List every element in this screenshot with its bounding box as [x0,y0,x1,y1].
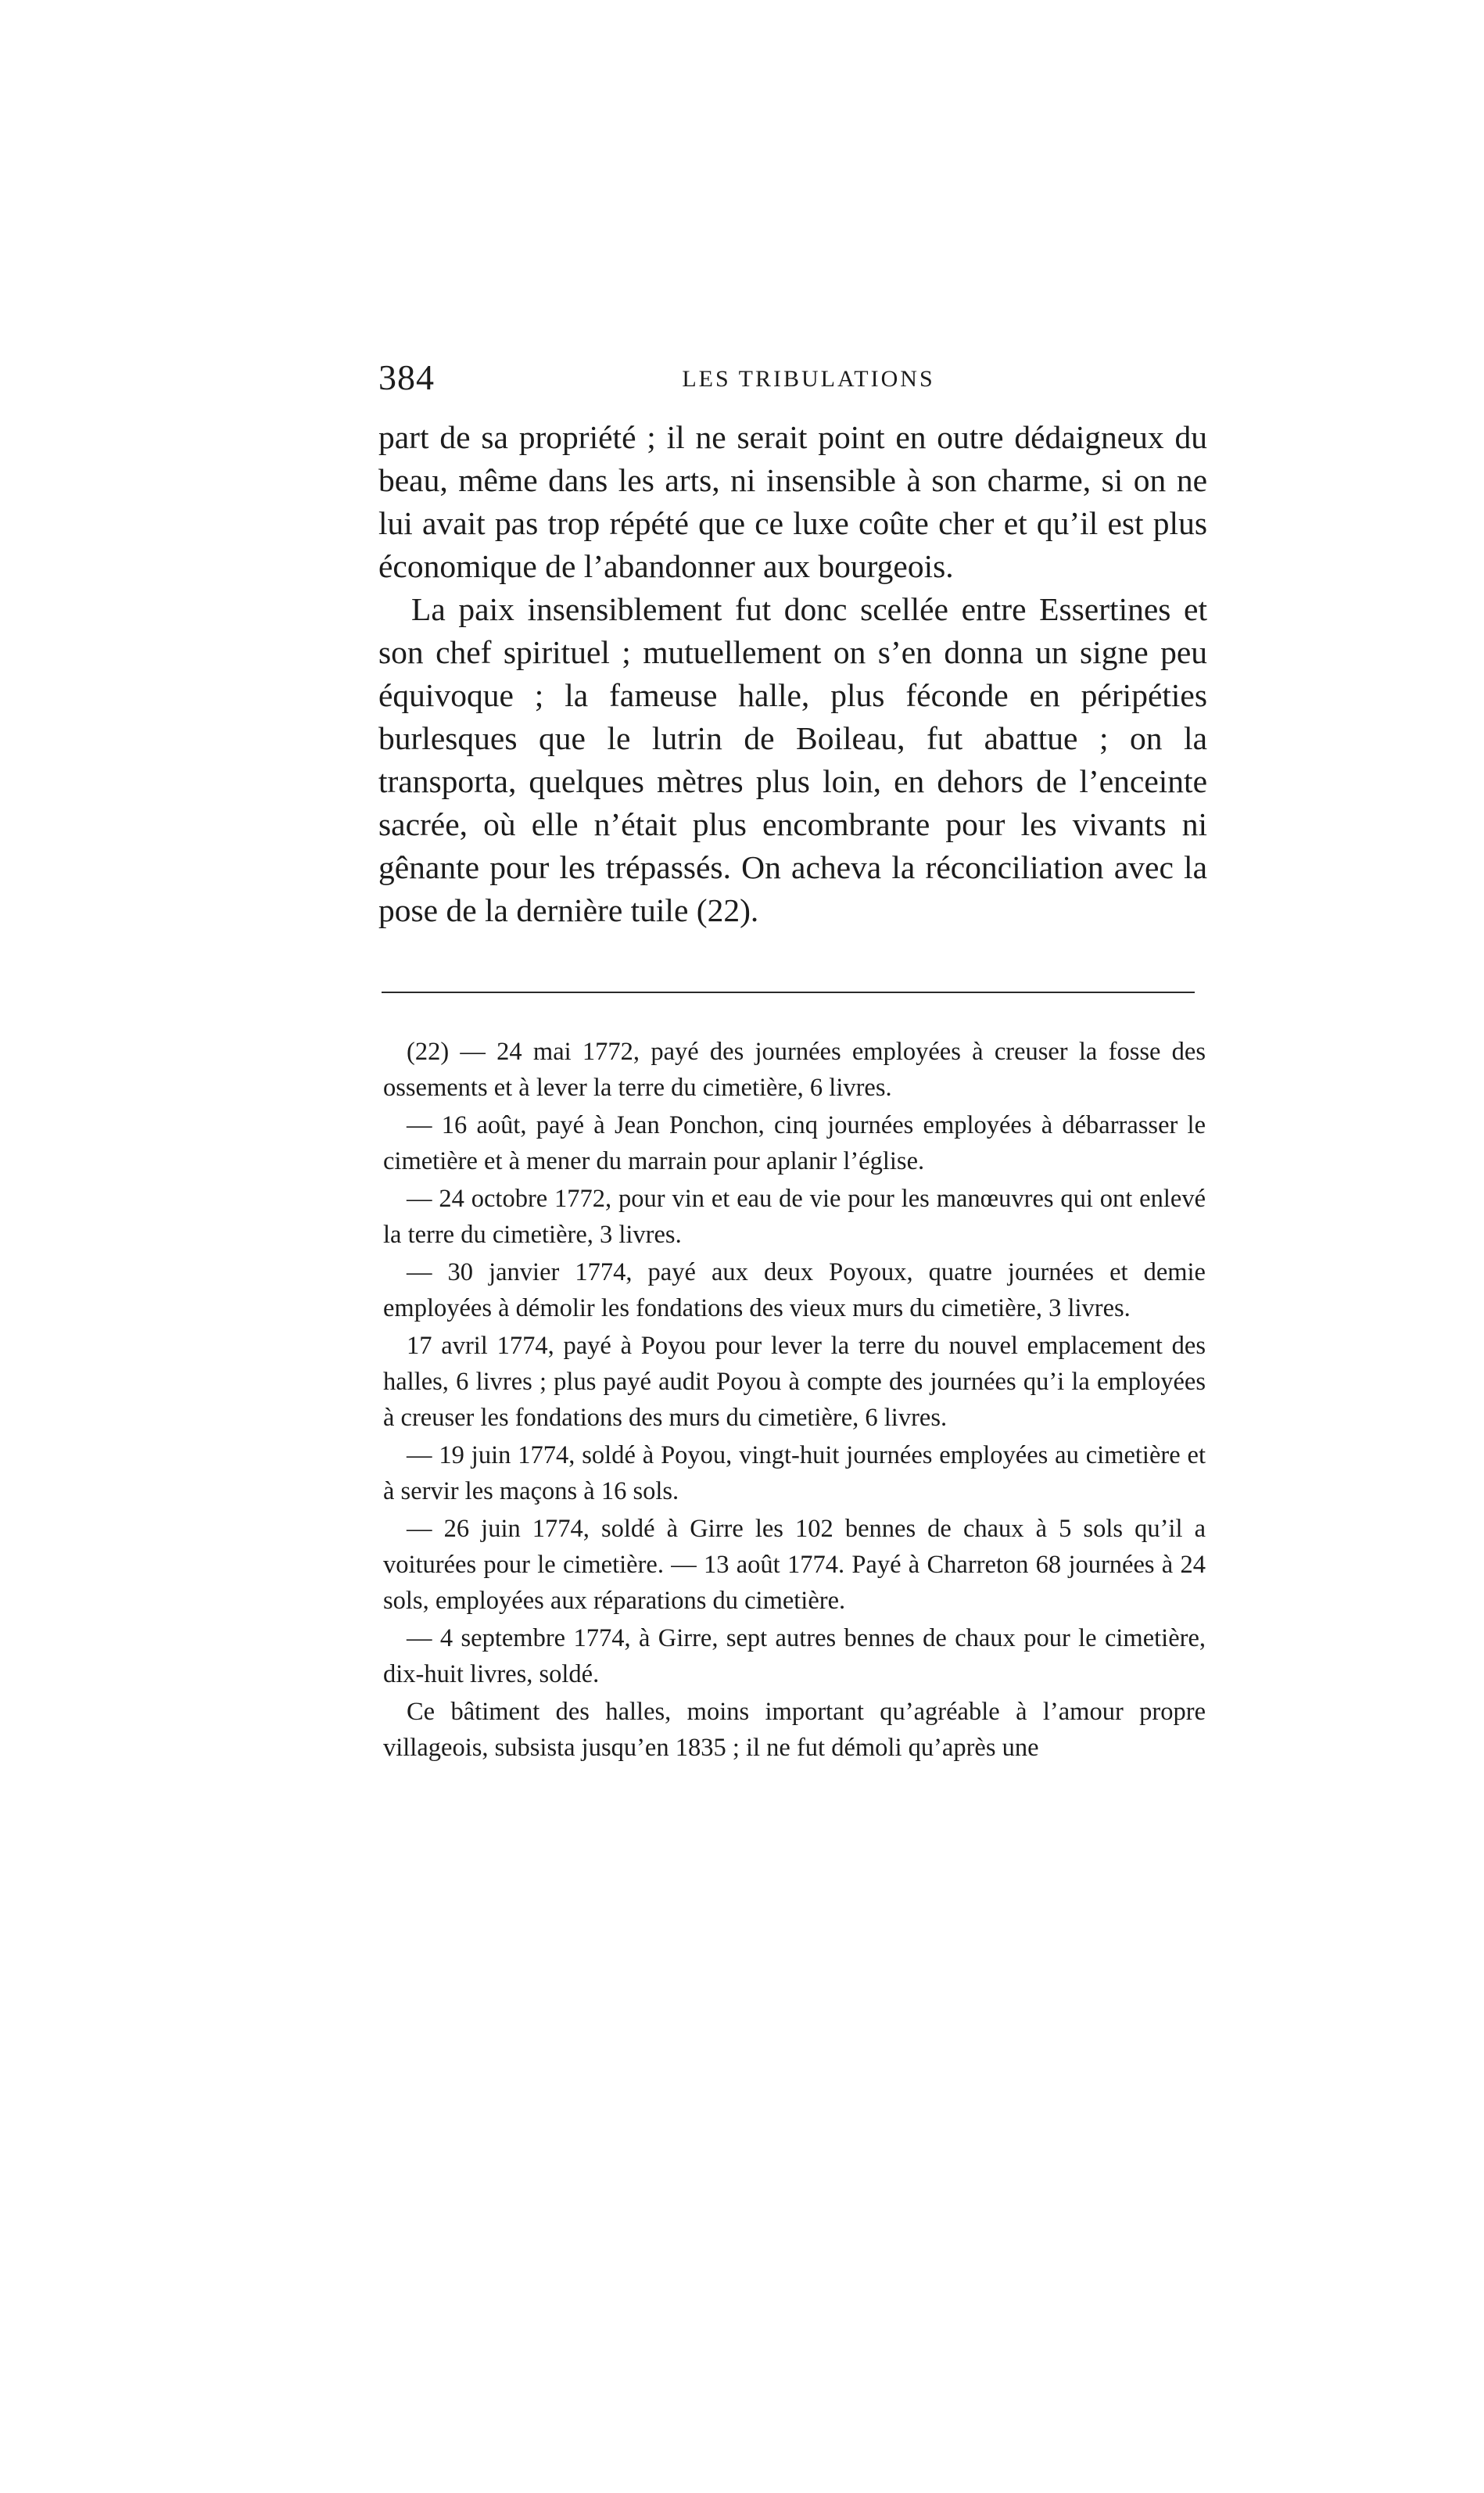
footnotes [383,1034,1206,1767]
page-header [378,352,1207,407]
footnote-paragraph: — 19 juin 1774, soldé à Poyou, vingt-huit journées employées au cimetière et à servir les maçons à 16 sols. [383,1441,1206,1505]
main-text [378,416,1207,932]
footnote-paragraph: — 30 janvier 1774, payé aux deux Poyoux, quatre journées et demie employées à démolir les fondations des vieux murs du cimetière, 3 livres. [383,1258,1206,1322]
running-title: LES TRIBULATIONS [682,366,935,392]
body-paragraph: part de sa propriété ; il ne serait point en outre dédaigneux du beau, même dans les arts, ni insensible à son charme, si on ne lui avait pas trop répété que ce luxe coûte cher et qu’il est plus économique de l’abandonner aux bourgeois. [378,419,1207,584]
footnote-paragraph: — 16 août, payé à Jean Ponchon, cinq journées employées à débarrasser le cimetière et à mener du marrain pour aplanir l’église. [383,1111,1206,1175]
footnote-paragraph: (22) — 24 mai 1772, payé des journées employées à creuser la fosse des ossements et à lever la terre du cimetière, 6 livres. [383,1038,1206,1102]
footnote-separator [382,992,1195,993]
footnote-paragraph: — 26 juin 1774, soldé à Girre les 102 bennes de chaux à 5 sols qu’il a voiturées pour le cimetière. — 13 août 1774. Payé à Charreton 68 journées à 24 sols, employées aux réparations du cimetière. [383,1515,1206,1615]
page-number: 384 [378,357,435,397]
body-paragraph: La paix insensiblement fut donc scellée entre Essertines et son chef spirituel ; mutuellement on s’en donna un signe peu équivoque ; la fameuse halle, plus féconde en péripéties burlesques que le lutrin de Boileau, fut abattue ; on la transporta, quelques mètres plus loin, en dehors de l’enceinte sacrée, où elle n’était plus encombrante pour les vivants ni gênante pour les trépassés. On acheva la réconciliation avec la pose de la dernière tuile (22). [378,591,1207,928]
footnote-paragraph: Ce bâtiment des halles, moins important qu’agréable à l’amour propre villageois, subsista jusqu’en 1835 ; il ne fut démoli qu’après une [383,1698,1206,1762]
footnote-paragraph: — 24 octobre 1772, pour vin et eau de vie pour les manœuvres qui ont enlevé la terre du cimetière, 3 livres. [383,1185,1206,1249]
footnote-paragraph: 17 avril 1774, payé à Poyou pour lever la terre du nouvel emplacement des halles, 6 livres ; plus payé audit Poyou à compte des journées qu’i la employées à creuser les fondations des murs du cimetière, 6 livres. [383,1332,1206,1432]
footnote-paragraph: — 4 septembre 1774, à Girre, sept autres bennes de chaux pour le cimetière, dix-huit livres, soldé. [383,1624,1206,1688]
